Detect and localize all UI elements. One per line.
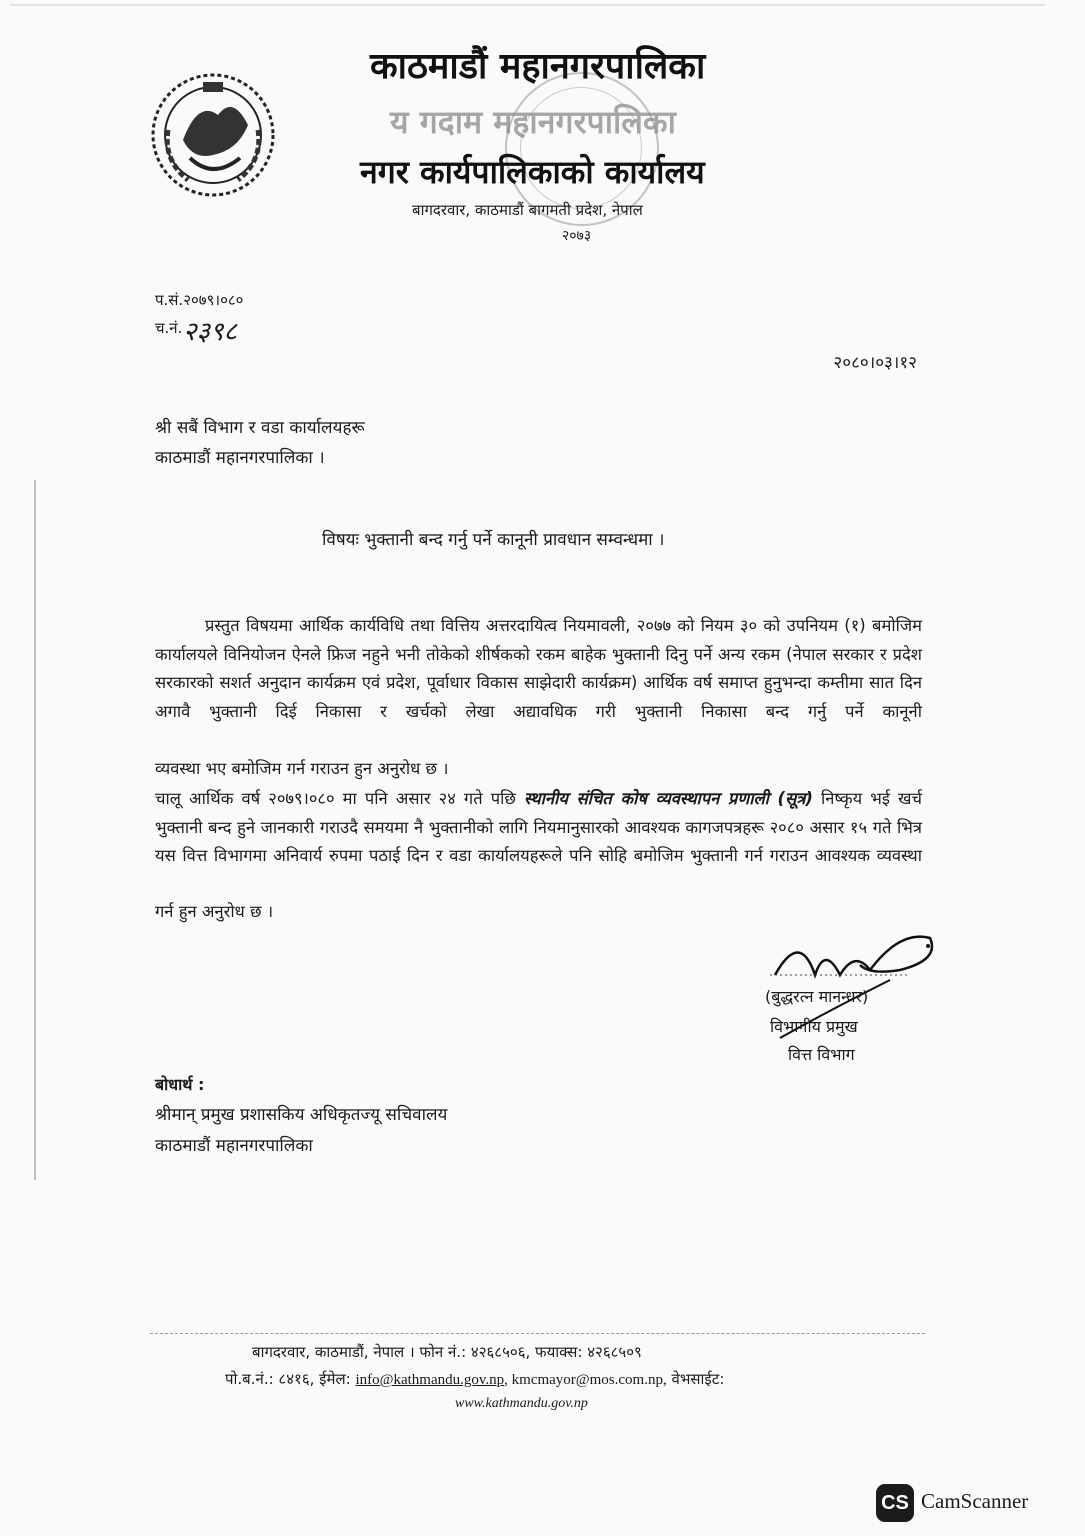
faded-subtitle: य गदाम महानगरपालिका: [390, 103, 676, 141]
scan-left-edge: [34, 480, 36, 1180]
signatory-department: वित्त विभाग: [788, 1045, 855, 1064]
cc-line-2: काठमाडौं महानगरपालिका: [155, 1136, 313, 1156]
chalan-number: २३९८: [183, 317, 238, 347]
body-paragraph-1-last: व्यवस्था भए बमोजिम गर्न गराउन हुन अनुरोध छ ।: [155, 759, 449, 778]
recipient-line-2: काठमाडौं महानगरपालिका ।: [155, 448, 325, 468]
reference-number: प.सं.२०७९।०८०: [155, 291, 244, 309]
footer-pobox: पो.ब.नं.: ८४१६, ईमेल:: [225, 1370, 351, 1388]
footer-email-link[interactable]: info@kathmandu.gov.np: [355, 1372, 505, 1388]
footer-divider: [150, 1333, 925, 1334]
footer-address-phone: बागदरवार, काठमाडौं, नेपाल । फोन नं.: ४२६८५०६, फयाक्स: ४२६८५०९: [252, 1343, 642, 1361]
footer-email-2: , kmcmayor@mos.com.np,: [504, 1372, 667, 1388]
camscanner-logo-icon: CS: [876, 1484, 914, 1522]
cc-line-1: श्रीमान् प्रमुख प्रशासकिय अधिकृतज्यू सचिवालय: [155, 1105, 448, 1125]
letter-subject: विषयः भुक्तानी बन्द गर्नु पर्ने कानूनी प्रावधान सम्वन्धमा ।: [322, 530, 665, 550]
footer-website[interactable]: www.kathmandu.gov.np: [455, 1396, 588, 1411]
scan-top-edge: [10, 4, 1045, 6]
body-paragraph-1: प्रस्तुत विषयमा आर्थिक कार्यविधि तथा वित्तिय अत्तरदायित्व नियमावली, २०७७ को नियम ३० को उपनियम (१) बमोजिम कार्यालयले विनियोजन ऐनले फ्रिज नहुने भनी तोकेको शीर्षकको रकम बाहेक भुक्तानी दिनु पर्ने अन्य रकम (नेपाल सरकार र प्रदेश सरकारको सशर्त अनुदान कार्यक्रम एवं प्रदेश, पूर्वाधार विकास साझेदारी कार्यक्रम) आर्थिक वर्ष समाप्त हुनुभन्दा कम्तीमा सात दिन अगावै भुक्तानी दिई निकासा र खर्चको लेखा अद्यावधिक गरी भुक्तानी निकासा बन्द गर्नु पर्ने कानूनी: [155, 616, 922, 721]
signatory-title: विभागीय प्रमुख: [770, 1017, 858, 1036]
office-title: नगर कार्यपालिकाको कार्यालय: [360, 153, 705, 191]
footer-website-label: वेभसाईट:: [671, 1370, 725, 1388]
body-paragraph-2: [155, 785, 922, 871]
footer-contact: [225, 1369, 724, 1389]
chalan-label: च.नं.: [155, 319, 183, 337]
para2-main: निष्कृय भई खर्च भुक्तानी बन्द हुने जानकारी गराउदै समयमा नै भुक्तानीको लागि नियमानुसारको आवश्यक कागजपत्रहरू २०८० असार १५ गते भित्र यस वित्त विभागमा अनिवार्य रुपमा पठाई दिन र वडा कार्यालयहरूले पनि सोहि बमोजिम भुक्तानी गर्न गराउन आवश्यक व्यवस्था: [155, 789, 923, 866]
header-address: बागदरवार, काठमाडौं बागमती प्रदेश, नेपाल: [412, 201, 643, 219]
letter-date: २०८०।०३।१२: [833, 353, 917, 373]
camscanner-watermark: CamScanner: [921, 1489, 1029, 1513]
body-paragraph-2-last: गर्न हुन अनुरोध छ ।: [155, 902, 274, 921]
para2-start: चालू आर्थिक वर्ष २०७९।०८० मा पनि असार २४ गते पछि: [155, 789, 516, 808]
cc-label: बोधार्थ :: [155, 1075, 205, 1094]
municipality-emblem-icon: [148, 70, 278, 200]
org-title: काठमाडौं महानगरपालिका: [370, 46, 706, 87]
signatory-name: (बुद्धरत्न मानन्धर): [765, 987, 869, 1006]
recipient-line-1: श्री सबैं विभाग र वडा कार्यालयहरू: [155, 418, 365, 438]
header-established: २०७३: [562, 228, 592, 244]
para2-system-name: स्थानीय संचित कोष व्यवस्थापन प्रणाली (सूत्र): [524, 789, 813, 808]
